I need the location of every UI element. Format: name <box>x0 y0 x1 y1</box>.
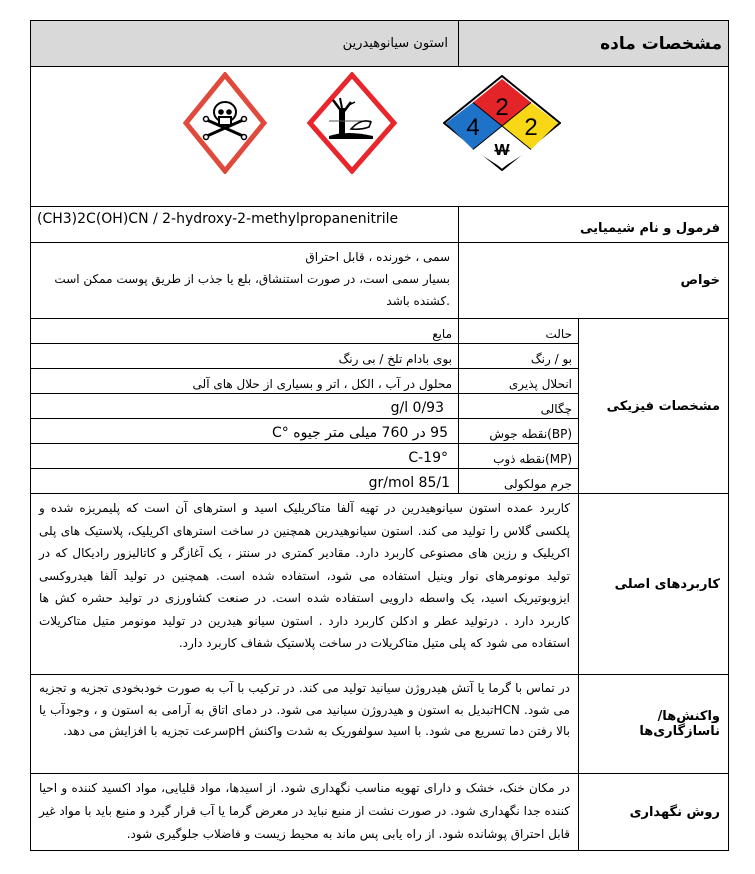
nfpa-reactivity: 2 <box>524 114 538 141</box>
physical-value-1: بوی بادام تلخ / بی رنگ <box>30 343 459 369</box>
physical-value-6: gr/mol 85/1 <box>30 468 459 494</box>
reactions-text: در تماس با گرما یا آتش هیدروژن سیانید تولید می کند. در ترکیب با آب به صورت خودبخودی تجزیه و تجزیه می شود. HCNتبدیل به استون و هیدروژن سیانید می شود. در دمای اتاق به آرامی به استون و ، وجودآب یا بالا رفتن دما تسریع می شود. با اسید سولفوریک به شدت واکنش pHسرعت تجزیه با افزایش می دهد. <box>39 681 570 738</box>
properties-line-3: .کشنده باشد <box>386 294 450 308</box>
material-data-sheet-table <box>30 20 729 850</box>
applications-label-cell <box>578 493 729 675</box>
physical-value-0: مایع <box>30 318 459 344</box>
physical-sublabel-2: انحلال پذیری <box>458 368 579 394</box>
physical-sublabel-0: حالت <box>458 318 579 344</box>
properties-value-cell <box>30 242 459 319</box>
applications-value-cell <box>30 493 579 675</box>
physical-label: مشخصات فیزیکی <box>606 398 720 414</box>
section-label-cell <box>458 20 729 67</box>
physical-value-5: °C-19 <box>30 443 459 469</box>
physical-label-cell <box>578 318 729 494</box>
storage-text: در مکان خنک، خشک و دارای تهویه مناسب نگهداری شود. از اسیدها، مواد قلیایی، مواد اکسید کننده و احیا کننده جدا نگهداری شود. در صورت نشت از منبع نباید در معرض گرما یا آب قرار گیرد و منبع باید با مواد غیر قابل احتراق پوشانده شود. از راه یابی پس ماند به محیط زیست و فاضلاب جلوگیری شود. <box>39 781 570 841</box>
properties-line-2: بسیار سمی است، در صورت استنشاق، بلع یا جذب از طریق پوست ممکن است <box>54 272 450 286</box>
physical-sublabel-5: (MP)نقطه ذوب <box>458 443 579 469</box>
storage-label: روش نگهداری <box>629 804 720 820</box>
environment-hazard-icon <box>307 72 397 174</box>
reactions-label-cell <box>578 674 729 774</box>
physical-value-3: g/l 0/93 <box>30 393 459 419</box>
properties-line-1: سمی ، خورنده ، قابل احتراق <box>305 250 450 264</box>
substance-name: استون سیانوهیدرین <box>342 36 448 51</box>
physical-sublabel-3: چگالی <box>458 393 579 419</box>
storage-value-cell <box>30 773 579 851</box>
nfpa-special: W <box>494 142 510 159</box>
properties-label: خواص <box>680 273 720 288</box>
applications-label: کاربردهای اصلی <box>614 576 720 592</box>
nfpa-diamond-icon <box>443 75 561 171</box>
reactions-value-cell <box>30 674 579 774</box>
skull-crossbones-icon <box>183 72 267 174</box>
physical-sublabel-6: جرم مولکولی <box>458 468 579 494</box>
formula-value-cell <box>30 206 459 243</box>
physical-sublabel-4: (BP)نقطه جوش <box>458 418 579 444</box>
reactions-label: واکنش‌ها/ ناسازگاری‌ها <box>639 709 720 739</box>
physical-sublabel-1: بو / رنگ <box>458 343 579 369</box>
nfpa-flammability: 2 <box>495 94 509 121</box>
section-label: مشخصات ماده <box>600 33 722 54</box>
substance-name-cell <box>30 20 459 67</box>
applications-text: کاربرد عمده استون سیانوهیدرین در تهیه آلفا متاکریلیک اسید و استرهای آن است که پلیمریزه شده و پلکسی گلاس را تولید می کند. استون سیانوهیدرین همچنین در ساخت استرهای اکریلیک، پلاستیک های پلی اکریلیک و رزین های مصنوعی کاربرد دارد. مقادیر کمتری در سنتز ، یک آغازگر و کاتالیزور رادیکال که در تولید مونومرهای نوار وینیل استفاده می شود، استفاده شده است. همچنین در تولید آلفا هیدروکسی ایزوبوتیریک اسید، یک واسطه دارویی استفاده شده است. در صنعت کشاورزی در تولید حشره کش ها کاربرد دارد . درتولید عطر و ادکلن کاربرد دارد . استون سیانو هیدرین در تولید مونومر متیل متاکریلات استفاده می شود که پلی متیل متاکریلات در ساخت پلاستیک شفاف کاربرد دارد. <box>39 501 570 650</box>
nfpa-health: 4 <box>466 114 480 141</box>
physical-value-2: محلول در آب ، الکل ، اتر و بسیاری از حلال های آلی <box>30 368 459 394</box>
formula-label: فرمول و نام شیمیایی <box>579 221 720 236</box>
formula-value: (CH3)2C(OH)CN / 2-hydroxy-2-methylpropanenitrile <box>37 211 399 227</box>
storage-label-cell <box>578 773 729 851</box>
formula-label-cell <box>458 206 729 243</box>
properties-label-cell <box>458 242 729 319</box>
physical-value-4: 95 در 760 میلی متر جیوه °C <box>30 418 459 444</box>
